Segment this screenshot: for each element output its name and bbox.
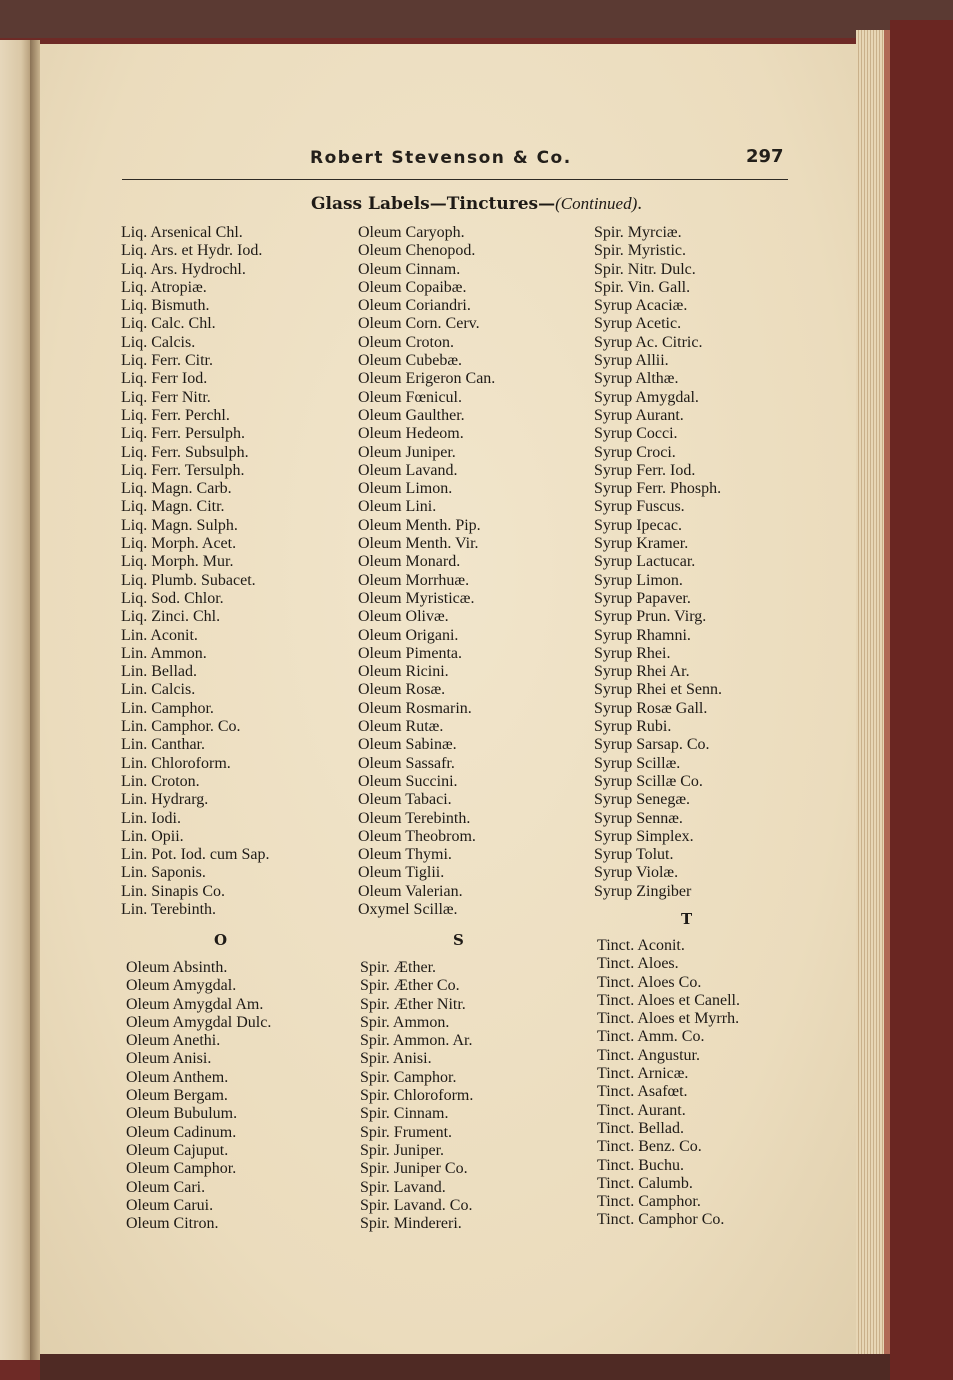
list-item: Liq. Zinci. Chl. (121, 608, 221, 626)
list-item: Oleum Hedeom. (358, 425, 464, 443)
list-item: Lin. Bellad. (121, 663, 197, 681)
list-item: Spir. Ammon. Ar. (360, 1032, 473, 1050)
list-item: Liq. Sod. Chlor. (121, 589, 224, 607)
list-item: Liq. Calc. Chl. (121, 315, 216, 333)
list-item: Spir. Vin. Gall. (594, 278, 691, 296)
list-item: Spir. Juniper. (360, 1141, 445, 1159)
list-item: Tinct. Asafœt. (597, 1083, 688, 1101)
list-item: Oleum Bubulum. (126, 1105, 238, 1123)
list-item: Oleum Limon. (358, 480, 453, 498)
list-item: Oleum Amygdal Am. (126, 995, 264, 1013)
title-main: Glass Labels—Tinctures— (310, 194, 556, 214)
list-item: Oleum Origani. (358, 626, 459, 644)
list-item: Syrup Ferr. Iod. (594, 461, 696, 479)
running-header: Robert Stevenson & Co. (310, 148, 572, 168)
list-item: Oleum Tabaci. (358, 791, 452, 809)
list-item: Syrup Zingiber (594, 882, 692, 900)
list-item: Oleum Gaulther. (358, 406, 465, 424)
list-item: Syrup Ac. Citric. (594, 333, 703, 351)
list-item: Lin. Canthar. (121, 736, 205, 754)
list-item: Liq. Morph. Acet. (121, 535, 237, 553)
list-item: Liq. Magn. Sulph. (121, 516, 238, 534)
list-item: Oleum Menth. Pip. (358, 516, 481, 534)
column-3-bottom-list (597, 937, 740, 1230)
list-item: Oleum Menth. Vir. (358, 535, 479, 553)
list-item: Oleum Coriandri. (358, 297, 471, 315)
section-letter-s: S (453, 931, 464, 949)
list-item: Syrup Rhei. (594, 644, 671, 662)
list-item: Tinct. Aloes. (597, 955, 679, 973)
list-item: Syrup Amygdal. (594, 388, 699, 406)
list-item: Syrup Allii. (594, 352, 669, 370)
list-item: Spir. Ammon. (360, 1013, 450, 1031)
list-item: Tinct. Calumb. (597, 1174, 693, 1192)
list-item: Oleum Corn. Cerv. (358, 315, 480, 333)
list-item: Syrup Kramer. (594, 535, 689, 553)
list-item: Oleum Anethi. (126, 1032, 221, 1050)
list-item: Oleum Thymi. (358, 846, 452, 864)
list-item: Syrup Ipecac. (594, 516, 682, 534)
title-continued: (Continued) (555, 194, 638, 213)
list-item: Syrup Tolut. (594, 846, 674, 864)
list-item: Spir. Myristic. (594, 242, 687, 260)
list-item: Oleum Carui. (126, 1196, 214, 1214)
list-item: Oleum Terebinth. (358, 809, 471, 827)
list-item: Syrup Althæ. (594, 370, 679, 388)
list-item: Spir. Cinnam. (360, 1105, 449, 1123)
list-item: Tinct. Camphor. (597, 1193, 701, 1211)
book-cover-top (0, 0, 953, 38)
list-item: Oleum Pimenta. (358, 644, 462, 662)
list-item: Lin. Aconit. (121, 626, 198, 644)
list-item: Tinct. Amm. Co. (597, 1028, 705, 1046)
list-item: Oxymel Scillæ. (358, 900, 458, 918)
column-3-top-list (594, 224, 722, 901)
list-item: Tinct. Aloes et Myrrh. (597, 1010, 740, 1028)
list-item: Liq. Plumb. Subacet. (121, 571, 256, 589)
list-item: Syrup Sarsap. Co. (594, 736, 710, 754)
facing-page-edge (0, 40, 30, 1360)
list-item: Syrup Aurant. (594, 406, 684, 424)
list-item: Oleum Tiglii. (358, 864, 445, 882)
list-item: Oleum Cinnam. (358, 260, 461, 278)
list-item: Oleum Chenopod. (358, 242, 476, 260)
list-item: Oleum Lavand. (358, 461, 458, 479)
list-item: Tinct. Angustur. (597, 1046, 700, 1064)
header-rule (122, 179, 788, 180)
list-item: Syrup Limon. (594, 571, 683, 589)
list-item: Lin. Camphor. (121, 699, 214, 717)
list-item: Liq. Ferr. Subsulph. (121, 443, 249, 461)
list-item: Syrup Croci. (594, 443, 676, 461)
list-item: Spir. Lavand. Co. (360, 1196, 473, 1214)
list-item: Oleum Sabinæ. (358, 736, 457, 754)
list-item: Syrup Violæ. (594, 864, 679, 882)
page-number: 297 (746, 146, 784, 167)
list-item: Oleum Citron. (126, 1215, 219, 1233)
list-item: Syrup Papaver. (594, 589, 691, 607)
list-item: Oleum Morrhuæ. (358, 571, 470, 589)
column-2-top-list (358, 224, 495, 919)
column-2-bottom-list (360, 959, 473, 1233)
list-item: Oleum Succini. (358, 772, 458, 790)
list-item: Spir. Æther Co. (360, 977, 460, 995)
list-item: Tinct. Aconit. (597, 937, 685, 954)
list-item: Oleum Fœnicul. (358, 388, 462, 406)
list-item: Tinct. Aloes Co. (597, 973, 702, 991)
list-item: Syrup Cocci. (594, 425, 678, 443)
list-item: Liq. Arsenical Chl. (121, 224, 243, 241)
list-item: Oleum Cari. (126, 1178, 206, 1196)
list-item: Tinct. Aloes et Canell. (597, 991, 740, 1009)
list-item: Liq. Ferr. Tersulph. (121, 461, 245, 479)
list-item: Oleum Anthem. (126, 1068, 229, 1086)
list-item: Syrup Rubi. (594, 718, 672, 736)
list-item: Oleum Camphor. (126, 1160, 237, 1178)
list-item: Liq. Ferr. Persulph. (121, 425, 245, 443)
list-item: Syrup Prun. Virg. (594, 608, 707, 626)
list-item: Spir. Anisi. (360, 1050, 432, 1068)
list-item: Liq. Ferr. Citr. (121, 352, 213, 370)
list-item: Lin. Sinapis Co. (121, 882, 226, 900)
list-item: Oleum Absinth. (126, 959, 228, 976)
list-item: Oleum Rosæ. (358, 681, 446, 699)
list-item: Syrup Acetic. (594, 315, 682, 333)
list-item: Syrup Lactucar. (594, 553, 696, 571)
book-cover-right (890, 20, 953, 1380)
list-item: Lin. Camphor. Co. (121, 718, 241, 736)
list-item: Oleum Cadinum. (126, 1123, 237, 1141)
list-item: Syrup Senegæ. (594, 791, 690, 809)
list-item: Spir. Juniper Co. (360, 1160, 468, 1178)
list-item: Lin. Terebinth. (121, 900, 217, 918)
list-item: Tinct. Benz. Co. (597, 1138, 702, 1156)
list-item: Oleum Theobrom. (358, 827, 476, 845)
list-item: Syrup Rosæ Gall. (594, 699, 708, 717)
list-item: Spir. Myrciæ. (594, 224, 682, 241)
list-item: Syrup Ferr. Phosph. (594, 480, 722, 498)
list-item: Liq. Atropiæ. (121, 278, 207, 296)
list-item: Tinct. Arnicæ. (597, 1065, 689, 1083)
list-item: Liq. Ars. Hydrochl. (121, 260, 246, 278)
list-item: Liq. Magn. Citr. (121, 498, 225, 516)
list-item: Syrup Fuscus. (594, 498, 685, 516)
list-item: Liq. Ars. et Hydr. Iod. (121, 242, 263, 260)
list-item: Spir. Mindereri. (360, 1215, 462, 1233)
list-item: Oleum Myristicæ. (358, 589, 475, 607)
list-item: Oleum Amygdal. (126, 977, 237, 995)
list-item: Lin. Hydrarg. (121, 791, 209, 809)
list-item: Oleum Juniper. (358, 443, 456, 461)
list-item: Spir. Chloroform. (360, 1087, 474, 1105)
list-item: Syrup Simplex. (594, 827, 694, 845)
list-item: Oleum Copaibæ. (358, 278, 467, 296)
list-item: Lin. Calcis. (121, 681, 196, 699)
list-item: Liq. Ferr Nitr. (121, 388, 211, 406)
list-item: Spir. Camphor. (360, 1068, 457, 1086)
list-item: Tinct. Camphor Co. (597, 1211, 725, 1229)
column-1-top-list (121, 224, 269, 919)
list-item: Spir. Æther. (360, 959, 437, 976)
list-item: Oleum Amygdal Dulc. (126, 1013, 272, 1031)
list-item: Spir. Frument. (360, 1123, 453, 1141)
list-item: Oleum Caryoph. (358, 224, 465, 241)
section-letter-o: O (214, 931, 228, 949)
list-item: Oleum Cubebæ. (358, 352, 462, 370)
list-item: Syrup Scillæ. (594, 754, 681, 772)
list-item: Lin. Croton. (121, 772, 200, 790)
list-item: Oleum Olivæ. (358, 608, 449, 626)
list-item: Oleum Rosmarin. (358, 699, 472, 717)
page-title (0, 193, 953, 215)
book-cover-bottom (40, 1354, 890, 1380)
list-item: Lin. Ammon. (121, 644, 207, 662)
list-item: Lin. Pot. Iod. cum Sap. (121, 846, 270, 864)
list-item: Lin. Iodi. (121, 809, 181, 827)
list-item: Oleum Lini. (358, 498, 437, 516)
list-item: Oleum Sassafr. (358, 754, 455, 772)
list-item: Lin. Opii. (121, 827, 184, 845)
list-item: Oleum Valerian. (358, 882, 463, 900)
column-1-bottom-list (126, 959, 271, 1233)
list-item: Oleum Ricini. (358, 663, 449, 681)
section-letter-t: T (681, 910, 693, 928)
list-item: Spir. Æther Nitr. (360, 995, 466, 1013)
list-item: Liq. Bismuth. (121, 297, 210, 315)
list-item: Liq. Ferr Iod. (121, 370, 208, 388)
list-item: Oleum Bergam. (126, 1087, 228, 1105)
list-item: Syrup Rhei Ar. (594, 663, 690, 681)
list-item: Oleum Croton. (358, 333, 454, 351)
list-item: Syrup Sennæ. (594, 809, 683, 827)
list-item: Tinct. Buchu. (597, 1156, 684, 1174)
book-gutter (30, 40, 40, 1360)
list-item: Lin. Saponis. (121, 864, 206, 882)
list-item: Tinct. Aurant. (597, 1101, 686, 1119)
list-item: Oleum Erigeron Can. (358, 370, 496, 388)
list-item: Tinct. Bellad. (597, 1119, 684, 1137)
list-item: Oleum Monard. (358, 553, 461, 571)
list-item: Spir. Lavand. (360, 1178, 446, 1196)
list-item: Syrup Acaciæ. (594, 297, 688, 315)
list-item: Lin. Chloroform. (121, 754, 231, 772)
list-item: Liq. Calcis. (121, 333, 196, 351)
list-item: Liq. Magn. Carb. (121, 480, 232, 498)
list-item: Syrup Rhamni. (594, 626, 691, 644)
list-item: Liq. Ferr. Perchl. (121, 406, 230, 424)
title-end: . (637, 193, 643, 214)
list-item: Syrup Rhei et Senn. (594, 681, 722, 699)
list-item: Oleum Cajuput. (126, 1141, 229, 1159)
list-item: Syrup Scillæ Co. (594, 772, 703, 790)
list-item: Oleum Rutæ. (358, 718, 444, 736)
list-item: Spir. Nitr. Dulc. (594, 260, 696, 278)
list-item: Oleum Anisi. (126, 1050, 212, 1068)
list-item: Liq. Morph. Mur. (121, 553, 234, 571)
page-edges (856, 30, 890, 1355)
